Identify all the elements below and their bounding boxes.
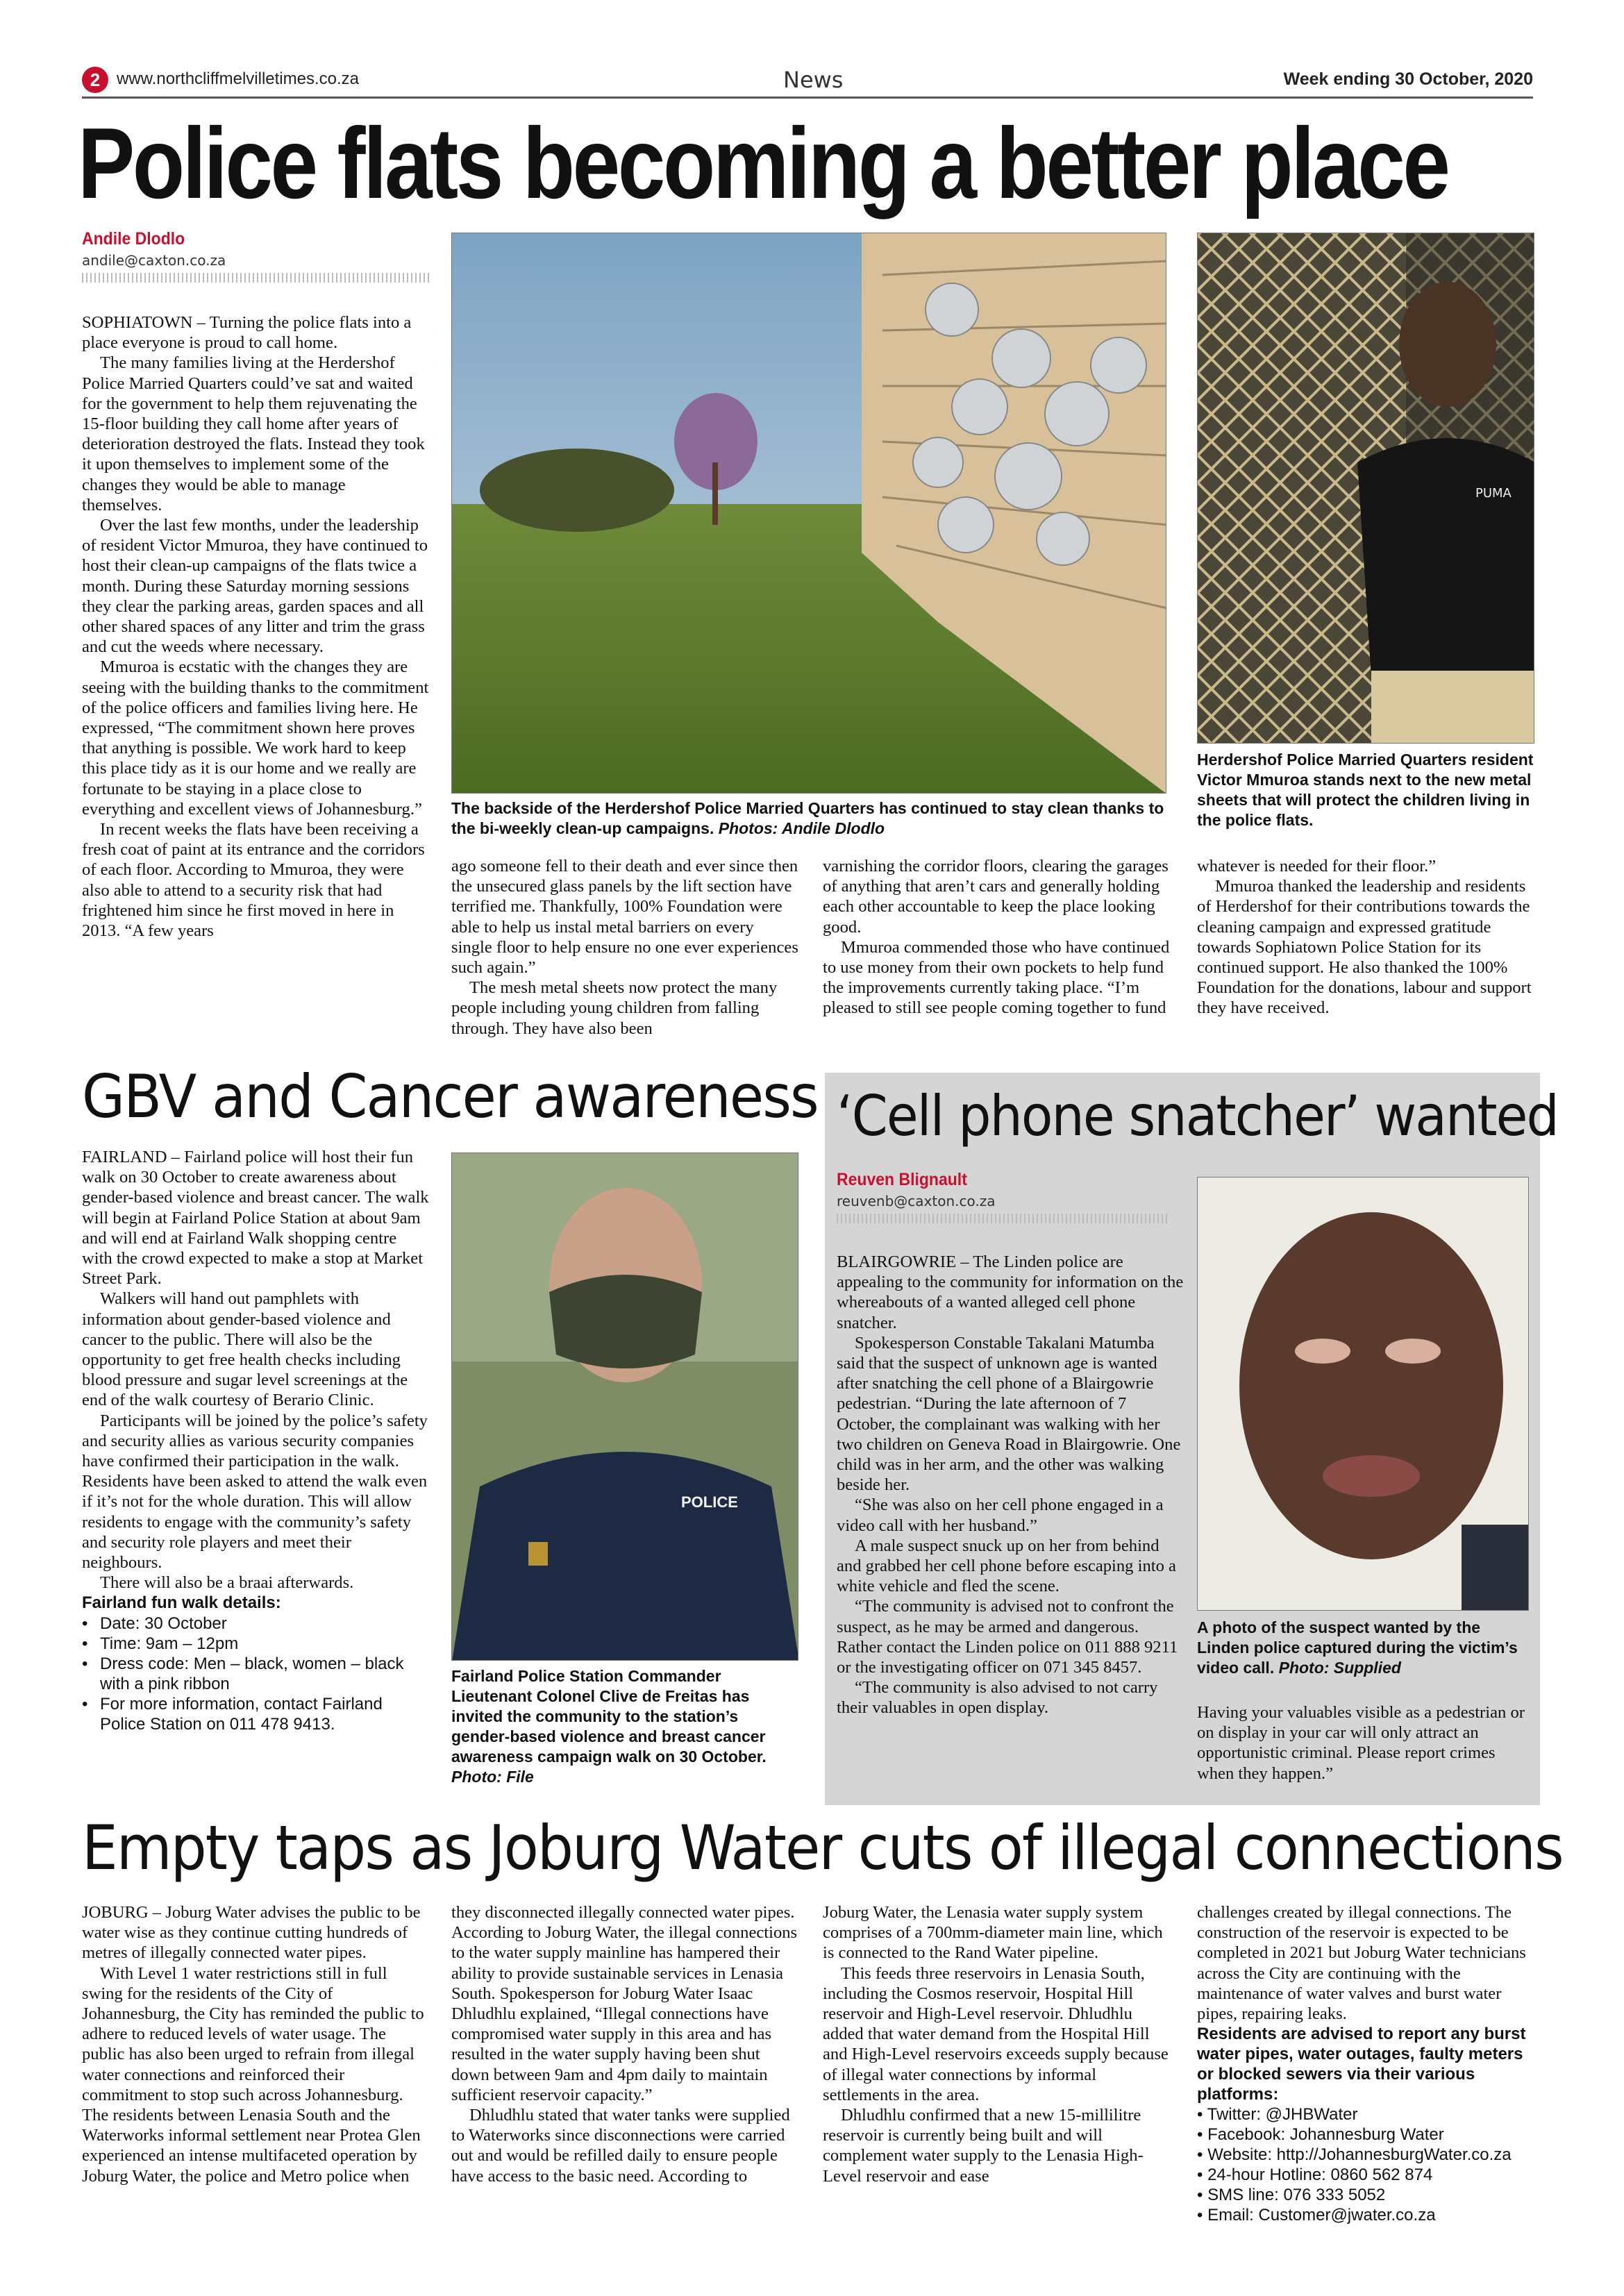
paragraph: BLAIRGOWRIE – The Linden police are appealing to the community for information on the whereabouts of a wanted alleged cell phone snatcher. [837, 1252, 1184, 1332]
story1-byline-block [82, 229, 429, 283]
resident-photo [1197, 233, 1534, 744]
list-item: • Dress code: Men – black, women – black with a pink ribbon [82, 1654, 429, 1694]
story3-email[interactable]: reuvenb@caxton.co.za [837, 1193, 996, 1209]
paragraph: ago someone fell to their death and ever since then the unsecured glass panels by the lift section have terrified me. Thankfully, 100% Foundation were able to help us instal metal barriers on every single floor to help ensure no one ever experiences such again.” [451, 857, 798, 978]
story1-column-1 [82, 312, 429, 941]
list-item: • Time: 9am – 12pm [82, 1634, 429, 1654]
paragraph: This feeds three reservoirs in Lenasia South, including the Cosmos reservoir, Hospital Hill reservoir and High-Level reservoir. Dhludhlu added that water demand from the Hospital Hill and High-Level reservoirs exceeds supply because of illegal water connections by informal settlements in the area. [823, 1963, 1169, 2104]
story3-closing: Having your valuables visible as a pedestrian or on display in your car will only attract an opportunistic criminal. Please report crimes when they happen.” [1197, 1703, 1525, 1783]
story4-column-2 [451, 1902, 798, 2186]
story3-byline: Reuven Blignault [837, 1170, 967, 1189]
story2-body [82, 1147, 429, 1734]
page-number-badge: 2 [82, 67, 108, 93]
paragraph: Over the last few months, under the leadership of resident Victor Mmuroa, they have continued to host their clean-up campaigns of the flats twice a month. During these Saturday morning sessions they clear the parking areas, garden spaces and all other shared spaces of any litter and trim the grass and cut the weeds where necessary. [82, 516, 428, 657]
paragraph: Joburg Water, the Lenasia water supply system comprises of a 700mm-diameter main line, which is connected to the Rand Water pipeline. [823, 1903, 1163, 1963]
contact-facebook[interactable]: • Facebook: Johannesburg Water [1197, 2125, 1444, 2145]
contact-twitter[interactable]: • Twitter: @JHBWater [1197, 2105, 1358, 2125]
list-item: • Date: 30 October [82, 1614, 429, 1634]
story1-email[interactable]: andile@caxton.co.za [82, 252, 226, 269]
story1-byline: Andile Dlodlo [82, 229, 185, 249]
paragraph: Mmuroa commended those who have continued to use money from their own pockets to help fund the improvements currently taking place. “I’m pleased to still see people coming together to fund [823, 937, 1170, 1018]
paragraph: “She was also on her cell phone engaged in a video call with her husband.” [837, 1495, 1164, 1535]
details-title: Fairland fun walk details: [82, 1593, 281, 1613]
page-header [82, 67, 1533, 99]
photo-credit: Photo: Supplied [1278, 1659, 1401, 1677]
uniform-label: POLICE [681, 1493, 738, 1511]
flats-illustration [452, 233, 1166, 794]
story1-column-3 [823, 856, 1170, 1019]
paragraph: Mmuroa thanked the leadership and residents of Herdershof for their contributions towards the cleaning campaign and expressed gratitude towards Sophiatown Police Station for its continued support. He also thanked the 100% Foundation for the donations, labour and support they have received. [1197, 877, 1532, 1018]
paragraph: A male suspect snuck up on her from behind and grabbed her cell phone before escaping into a white vehicle and fled the scene. [837, 1536, 1176, 1596]
story4-column-4 [1197, 1902, 1537, 2225]
paragraph: Walkers will hand out pamphlets with information about gender-based violence and cancer to the public. There will also be the opportunity to get free health checks including blood pressure and sugar level screenings at the end of the walk courtesy of Berario Clinic. [82, 1289, 408, 1410]
paragraph: Spokesperson Constable Takalani Matumba said that the suspect of unknown age is wanted after snatching the cell phone of a Blairgowrie pedestrian. “During the late afternoon of 7 October, the complainant was walking with her two children on Geneva Road in Blairgowrie. One child was in her arm, and the other was walking beside her. [837, 1333, 1181, 1495]
paragraph: Dhludhlu confirmed that a new 15-millilitre reservoir is currently being built and will complement water supply to the Lenasia High-Level reservoir and ease [823, 2106, 1144, 2186]
paragraph: With Level 1 water restrictions still in full swing for the residents of the City of Johannesburg, the City has reminded the public to adhere to reduced levels of water usage. The public has also been urged to refrain from illegal water connections and reinforced their commitment to stop such across Johannesburg. The residents between Lenasia South and the Waterworks informal settlement near Protea Glen experienced an intense multifaceted operation by Joburg Water, the police and Metro police when [82, 1963, 424, 2186]
story4-column-1 [82, 1902, 429, 2186]
resident-photo-caption: Herdershof Police Married Quarters resident Victor Mmuroa stands next to the new metal sheets that will protect the children living in the police flats. [1197, 751, 1534, 829]
byline-rule [82, 273, 429, 283]
paragraph: Dhludhlu stated that water tanks were supplied to Waterworks since disconnections were carried out and would be refilled daily to ensure people have access to the basic need. According to [451, 2106, 790, 2186]
story4-column-3 [823, 1902, 1170, 2186]
paragraph: Participants will be joined by the police’s safety and security allies as various security companies have confirmed their participation in the walk. Residents have been asked to attend the walk even if it’s not for the whole duration. This will allow residents to engage with the community’s safety and security role players and meet their neighbours. [82, 1411, 428, 1573]
story1-column-4 [1197, 856, 1534, 1019]
paragraph: In recent weeks the flats have been receiving a fresh coat of paint at its entrance and the corridors of each floor. According to Mmuroa, they were also able to attend to a security risk that had frightened him since he first moved in here in 2013. “A few years [82, 820, 425, 941]
commander-photo-caption [451, 1666, 798, 1787]
story3-headline: ‘Cell phone snatcher’ wanted [837, 1084, 1558, 1148]
paragraph: they disconnected illegally connected water pipes. According to Joburg Water, the illegal connections to the water supply mainline has hampered their ability to provide sustainable services in Lenasia South. Spokesperson for Joburg Water Isaac Dhludhlu explained, “Illegal connections have compromised water supply in this area and has resulted in the water supply having been shut down between 9am and 4pm daily to maintain sufficient reservoir capacity.” [451, 1903, 798, 2104]
website-link[interactable]: www.northcliffmelvilletimes.co.za [117, 69, 359, 88]
story2-headline: GBV and Cancer awareness [82, 1062, 818, 1132]
contact-sms: • SMS line: 076 333 5052 [1197, 2186, 1386, 2205]
story1-headline: Police flats becoming a better place [78, 107, 1448, 219]
section-label: News [783, 67, 844, 93]
paragraph: challenges created by illegal connections. The construction of the reservoir is expected to be completed in 2021 but Joburg Water technicians across the City are continuing with the maintenance of water valves and burst water pipes, repairing leaks. [1197, 1903, 1526, 2024]
caption-text: A photo of the suspect wanted by the Linden police captured during the victim’s video call. [1197, 1618, 1518, 1677]
paragraph: FAIRLAND – Fairland police will host their fun walk on 30 October to create awareness about gender-based violence and breast cancer. The walk will begin at Fairland Police Station at about 9am and will end at Fairland Walk shopping centre with the crowd expected to make a stop at Market Street Park. [82, 1148, 429, 1289]
photo-credit: Photos: Andile Dlodlo [718, 819, 885, 837]
story4-headline: Empty taps as Joburg Water cuts of illegal connections [82, 1812, 1563, 1884]
paragraph: SOPHIATOWN – Turning the police flats into a place everyone is proud to call home. [82, 313, 412, 353]
paragraph: There will also be a braai afterwards. [100, 1573, 354, 1593]
paragraph: The many families living at the Herdershof Police Married Quarters could’ve sat and waited for the government to help them rejuvenating the 15-floor building they call home after years of deterioration destroyed the flats. Instead they took it upon themselves to implement some of the changes they would be able to manage themselves. [82, 353, 425, 514]
caption-text: The backside of the Herdershof Police Married Quarters has continued to stay clean thanks to the bi-weekly clean-up campaigns. [451, 799, 1164, 837]
suspect-photo-caption [1197, 1618, 1534, 1678]
contact-website[interactable]: • Website: http://JohannesburgWater.co.za [1197, 2145, 1512, 2165]
resident-illustration [1198, 233, 1534, 744]
paragraph: JOBURG – Joburg Water advises the public to be water wise as they continue cutting hundreds of metres of illegally connected water pipes. [82, 1903, 421, 1963]
advice-text: Residents are advised to report any burst water pipes, water outages, faulty meters or blocked sewers via their various platforms: [1197, 2025, 1526, 2104]
list-item: • For more information, contact Fairland Police Station on 011 478 9413. [82, 1694, 429, 1734]
story3-body [837, 1252, 1184, 1718]
story3-byline-block [837, 1170, 1184, 1223]
commander-photo [451, 1153, 798, 1661]
flats-photo-caption [451, 798, 1166, 839]
byline-rule [837, 1214, 1170, 1223]
contact-hotline: • 24-hour Hotline: 0860 562 874 [1197, 2165, 1433, 2185]
contact-list [1197, 2104, 1537, 2225]
paragraph: “The community is also advised to not carry their valuables in open display. [837, 1678, 1158, 1718]
suspect-photo [1197, 1177, 1529, 1611]
issue-date: Week ending 30 October, 2020 [1283, 69, 1533, 89]
paragraph: The mesh metal sheets now protect the many people including young children from falling through. They have also been [451, 978, 778, 1038]
paragraph: “The community is advised not to confront the suspect, as he may be armed and dangerous. Rather contact the Linden police on 011 888 9211 or the investigating officer on 071 345 8457. [837, 1597, 1178, 1677]
details-list [82, 1614, 429, 1734]
flats-photo [451, 233, 1166, 794]
shirt-logo: PUMA [1475, 486, 1512, 501]
story1-column-2 [451, 856, 798, 1039]
suspect-illustration [1198, 1178, 1529, 1611]
photo-credit: Photo: File [451, 1768, 534, 1786]
paragraph: Mmuroa is ecstatic with the changes they are seeing with the building thanks to the commitment of the police officers and families living here. He expressed, “The commitment shown here proves that anything is possible. We work hard to keep this place tidy as it is our home and we really are fortunate to be staying in a place close to everything and excellent views of Johannesburg.” [82, 657, 429, 819]
commander-illustration [452, 1153, 798, 1661]
paragraph: whatever is needed for their floor.” [1197, 857, 1437, 875]
caption-text: Fairland Police Station Commander Lieutenant Colonel Clive de Freitas has invited the community to the station’s gender-based violence and breast cancer awareness campaign walk on 30 October. [451, 1667, 767, 1766]
contact-email[interactable]: • Email: Customer@jwater.co.za [1197, 2206, 1436, 2225]
paragraph: varnishing the corridor floors, clearing the garages of anything that aren’t cars and generally holding each other accountable to keep the place looking good. [823, 857, 1169, 937]
